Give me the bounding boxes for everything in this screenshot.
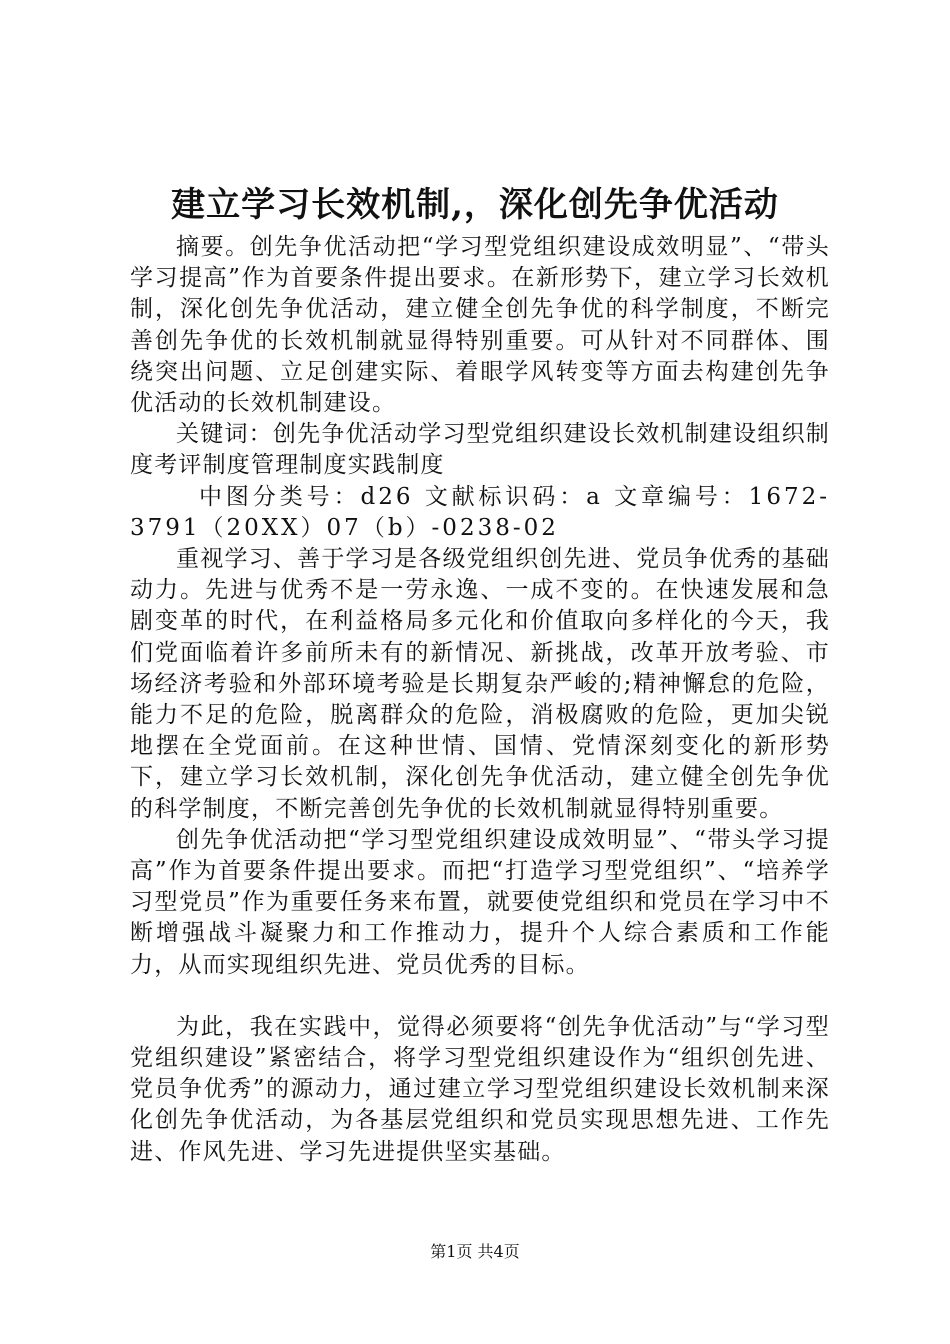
body-paragraph-3: 为此，我在实践中，觉得必须要将“创先争优活动”与“学习型党组织建设”紧密结合，将学习型党组织建设作为“组织创先进、党员争优秀”的源动力，通过建立学习型党组织建设长效机制来深化创先争优活动，为各基层党组织和党员实现思想先进、工作先进、作风先进、学习先进提供坚实基础。: [130, 1013, 830, 1165]
body-paragraph-1: 重视学习、善于学习是各级党组织创先进、党员争优秀的基础动力。先进与优秀不是一劳永逸、一成不变的。在快速发展和急剧变革的时代，在利益格局多元化和价值取向多样化的今天，我们党面临着许多前所未有的新情况、新挑战，改革开放考验、市场经济考验和外部环境考验是长期复杂严峻的;精神懈怠的危险，能力不足的危险，脱离群众的危险，消极腐败的危险，更加尖锐地摆在全党面前。在这种世情、国情、党情深刻变化的新形势下，建立学习长效机制，深化创先争优活动，建立健全创先争优的科学制度，不断完善创先争优的长效机制就显得特别重要。: [130, 546, 830, 822]
keywords-paragraph: 关键词：创先争优活动学习型党组织建设长效机制建设组织制度考评制度管理制度实践制度: [130, 421, 830, 479]
classification-paragraph: 中图分类号：d26 文献标识码：a 文章编号：1672-3791（20XX）07（b）-0238-02: [130, 483, 830, 541]
document-body: [130, 232, 830, 1168]
document-title: 建立学习长效机制,，深化创先争优活动: [171, 185, 779, 225]
abstract-paragraph: 摘要。创先争优活动把“学习型党组织建设成效明显”、“带头学习提高”作为首要条件提出要求。在新形势下，建立学习长效机制，深化创先争优活动，建立健全创先争优的科学制度，不断完善创先争优的长效机制就显得特别重要。可从针对不同群体、围绕突出问题、立足创建实际、着眼学风转变等方面去构建创先争优活动的长效机制建设。: [130, 234, 830, 417]
page-footer: 第1页 共4页: [430, 1242, 520, 1261]
body-paragraph-2: 创先争优活动把“学习型党组织建设成效明显”、“带头学习提高”作为首要条件提出要求。而把“打造学习型党组织”、“培养学习型党员”作为重要任务来布置，就要使党组织和党员在学习中不断增强战斗凝聚力和工作推动力，提升个人综合素质和工作能力，从而实现组织先进、党员优秀的目标。: [130, 826, 830, 978]
